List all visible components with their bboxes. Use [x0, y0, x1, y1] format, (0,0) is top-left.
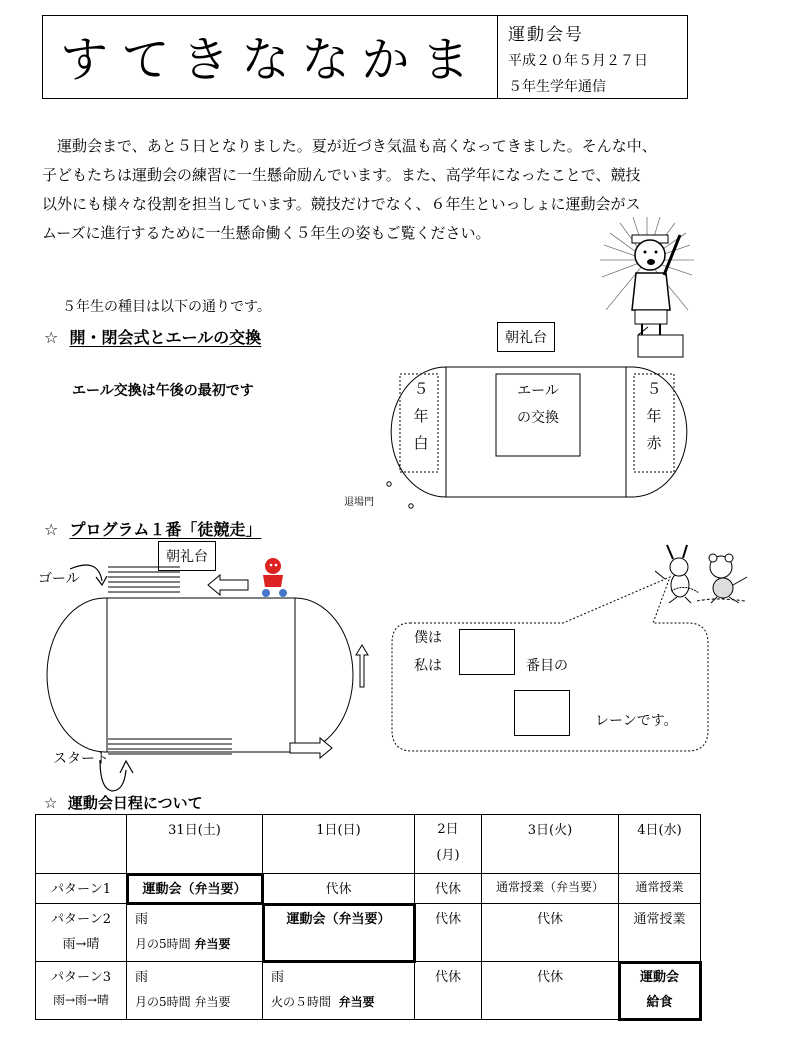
goal-label: ゴール — [38, 571, 80, 587]
star-icon: ☆ — [44, 520, 59, 539]
stage-label-2: 朝礼台 — [158, 541, 216, 571]
schedule-cell: 通常授業（弁当要） — [482, 874, 619, 904]
star-icon: ☆ — [44, 328, 59, 347]
order-number-box[interactable] — [459, 629, 515, 675]
section2-title: プログラム１番「徒競走」 — [69, 520, 262, 539]
intro-line: 子どもたちは運動会の練習に一生懸命励んでいます。また、高学年になったことで、競技 — [42, 166, 641, 184]
schedule-cell: 運動会 給食 — [619, 962, 701, 1020]
schedule-table — [35, 814, 701, 1020]
intro-line: 運動会まで、あと５日となりました。夏が近づき気温も高くなってきました。そんな中、 — [42, 137, 657, 155]
table-header-cell: 4日(水) — [619, 815, 701, 874]
lane-number-box[interactable] — [514, 690, 570, 736]
section1-heading — [44, 325, 261, 348]
schedule-cell: 代休 — [263, 874, 415, 904]
table-header-cell: 2日 (月) — [415, 815, 482, 874]
schedule-cell: 代休 — [482, 962, 619, 1020]
yell-exchange-area: エール の交換 — [517, 383, 559, 426]
schedule-cell: 雨 火の５時間 弁当要 — [263, 962, 415, 1020]
issue-label: 運動会号 — [508, 25, 584, 45]
table-header-cell — [36, 815, 127, 874]
team-red-label: ５ 年 赤 — [646, 380, 662, 452]
stage-label: 朝礼台 — [497, 322, 555, 352]
race-track-diagram — [40, 555, 370, 800]
table-header-row — [36, 815, 701, 874]
intro-line: ムーズに進行するために一生懸命働く５年生の姿もご覧ください。 — [42, 224, 491, 242]
schedule-cell: 通常授業 — [619, 904, 701, 962]
header-divider — [497, 15, 498, 99]
section1-title: 開・閉会式とエールの交換 — [69, 328, 262, 347]
runner-illustration — [255, 555, 297, 599]
schedule-cell: 運動会（弁当要） — [127, 874, 263, 904]
pattern-cell: パターン2 雨→晴 — [36, 904, 127, 962]
issue-date: 平成２０年５月２７日 — [508, 53, 648, 69]
pattern-cell: パターン3 雨→雨→晴 — [36, 962, 127, 1020]
table-header-cell: 1日(日) — [263, 815, 415, 874]
pattern-cell: パターン1 — [36, 874, 127, 904]
star-icon: ☆ — [44, 794, 58, 812]
schedule-cell: 代休 — [415, 874, 482, 904]
section3-heading — [44, 792, 203, 813]
yell-exchange-note: エール交換は午後の最初です — [72, 383, 254, 399]
section2-heading — [44, 517, 261, 540]
exit-gate-marker — [383, 478, 419, 514]
events-intro: ５年生の種目は以下の通りです。 — [62, 299, 271, 315]
schedule-cell: 代休 — [415, 962, 482, 1020]
bubble-number-suffix: 番目の — [526, 658, 568, 674]
schedule-cell: 運動会（弁当要） — [263, 904, 415, 962]
schedule-cell: 通常授業 — [619, 874, 701, 904]
team-white-label: ５ 年 白 — [413, 380, 429, 452]
exit-gate-label: 退場門 — [344, 497, 374, 508]
table-row — [36, 962, 701, 1020]
schedule-cell: 代休 — [415, 904, 482, 962]
section3-title: 運動会日程について — [67, 794, 203, 812]
table-header-cell: 3日(火) — [482, 815, 619, 874]
grade-label: ５年生学年通信 — [508, 79, 606, 95]
table-row — [36, 904, 701, 962]
bubble-girl-label: 私は — [414, 658, 442, 674]
bubble-lane-suffix: レーンです。 — [595, 713, 678, 729]
cheering-student-illustration — [600, 215, 695, 360]
start-label: スタート — [53, 751, 109, 767]
bubble-boy-label: 僕は — [414, 630, 442, 646]
table-row — [36, 874, 701, 904]
newsletter-title: すてきななかま — [60, 32, 482, 88]
table-header-cell: 31日(土) — [127, 815, 263, 874]
schedule-cell: 雨 月の5時間 弁当要 — [127, 962, 263, 1020]
intro-line: 以外にも様々な役割を担当しています。競技だけでなく、６年生といっしょに運動会がス — [42, 195, 641, 213]
schedule-cell: 代休 — [482, 904, 619, 962]
schedule-cell: 雨 月の5時間 弁当要 — [127, 904, 263, 962]
